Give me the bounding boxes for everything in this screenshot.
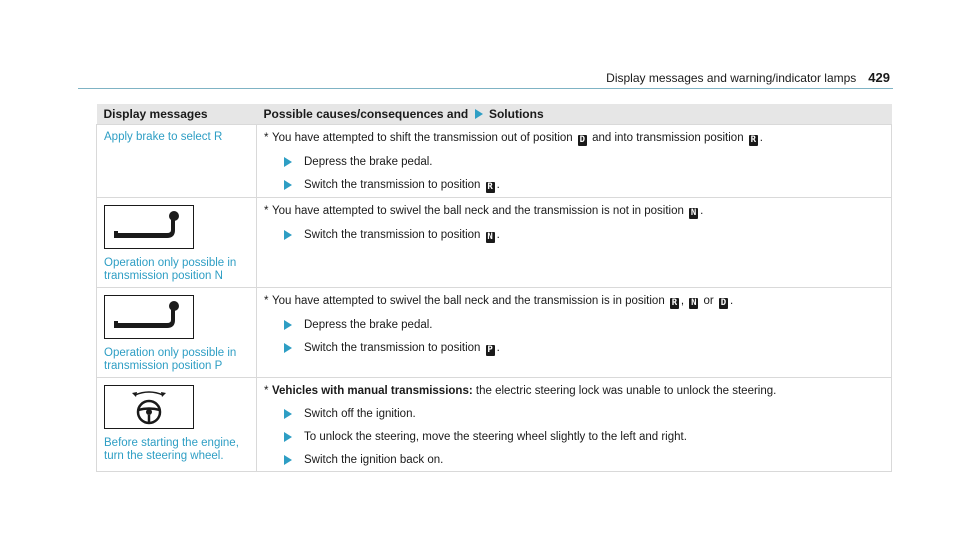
- step-arrow-icon: [284, 409, 292, 419]
- cause-suffix: .: [729, 295, 734, 307]
- solution-text: Depress the brake pedal.: [304, 319, 433, 331]
- cause-prefix: You have attempted to swivel the ball neck and the transmission is in position: [272, 295, 665, 307]
- cause-text: [272, 131, 763, 146]
- solution-text: Switch the ignition back on.: [304, 454, 444, 466]
- table-row: [97, 125, 892, 198]
- gear-key-n: N: [487, 232, 493, 242]
- solution-text-main: Switch the transmission to position: [304, 342, 481, 354]
- cause-marker: *: [264, 295, 269, 307]
- cause-marker: *: [264, 385, 269, 397]
- cause-suffix: .: [759, 132, 763, 144]
- cause-separator: or: [703, 295, 714, 307]
- step-arrow-icon: [284, 455, 292, 465]
- solution-step: [284, 430, 884, 444]
- solution-text-main: Switch the transmission to position: [304, 229, 481, 241]
- col-header-messages: Display messages: [97, 104, 257, 125]
- solution-step: [284, 407, 884, 421]
- cause-prefix: You have attempted to shift the transmission out of position: [272, 132, 573, 144]
- steering-wheel-lock-icon: [104, 385, 194, 429]
- solution-suffix: .: [496, 342, 500, 354]
- step-arrow-icon: [284, 320, 292, 330]
- step-arrow-icon: [284, 230, 292, 240]
- cause-middle: and into transmission position: [592, 132, 744, 144]
- cause-text: [272, 294, 733, 309]
- solutions-arrow-icon: [475, 109, 483, 119]
- display-message: Operation only possible in transmission position P: [104, 347, 237, 372]
- cause-cell: [257, 125, 892, 198]
- cause-suffix: .: [700, 205, 704, 217]
- message-cell: [97, 378, 257, 472]
- cause-text: [272, 204, 703, 219]
- step-arrow-icon: [284, 157, 292, 167]
- display-messages-table: [96, 104, 892, 472]
- solution-step: [284, 318, 884, 332]
- page-header: [606, 70, 890, 85]
- solution-text: Switch off the ignition.: [304, 408, 416, 420]
- col-header-solutions-text: Solutions: [488, 107, 544, 121]
- solution-step: [284, 228, 884, 243]
- page-title: Display messages and warning/indicator lamps: [606, 71, 857, 85]
- message-cell: [97, 125, 257, 198]
- solution-step: [284, 178, 884, 193]
- cause-marker: *: [264, 132, 269, 144]
- table-row: [97, 378, 892, 472]
- cause-cell: [257, 198, 892, 288]
- gear-key-p: P: [487, 345, 493, 355]
- solution-text: To unlock the steering, move the steering wheel slightly to the left and right.: [304, 431, 687, 443]
- solution-step: [284, 453, 884, 467]
- solution-text-main: Switch the transmission to position: [304, 179, 481, 191]
- col-header-causes-text: Possible causes/consequences and: [263, 107, 469, 121]
- solution-text: Depress the brake pedal.: [304, 156, 433, 168]
- table-row: [97, 288, 892, 378]
- header-rule: [78, 88, 893, 89]
- cause: [264, 131, 884, 146]
- cause-text: [272, 384, 776, 398]
- display-message: Operation only possible in transmission position N: [104, 257, 237, 282]
- cause: [264, 204, 884, 219]
- solution-step: [284, 341, 884, 356]
- cause: [264, 294, 884, 309]
- solution-text: [304, 178, 500, 193]
- step-arrow-icon: [284, 180, 292, 190]
- gear-key-d: D: [579, 135, 586, 145]
- table-header-row: [97, 104, 892, 125]
- message-cell: [97, 288, 257, 378]
- trailer-hitch-icon: [104, 295, 194, 339]
- gear-key-r: R: [487, 182, 493, 192]
- gear-key-d: D: [720, 298, 727, 308]
- cause-bold: Vehicles with manual transmissions:: [272, 385, 473, 397]
- solution-suffix: .: [496, 179, 500, 191]
- cause-marker: *: [264, 205, 269, 217]
- col-header-causes: [257, 104, 892, 125]
- step-arrow-icon: [284, 343, 292, 353]
- table-row: [97, 198, 892, 288]
- trailer-hitch-icon: [104, 205, 194, 249]
- cause-rest: the electric steering lock was unable to unlock the steering.: [475, 385, 777, 397]
- solution-text: [304, 228, 500, 243]
- gear-key-r: R: [671, 298, 678, 308]
- message-cell: [97, 198, 257, 288]
- cause-prefix: You have attempted to swivel the ball neck and the transmission is not in position: [272, 205, 684, 217]
- cause: [264, 384, 884, 398]
- step-arrow-icon: [284, 432, 292, 442]
- gear-key-n: N: [690, 208, 697, 218]
- display-message: Apply brake to select R: [104, 131, 223, 143]
- solution-text: [304, 341, 500, 356]
- solution-step: [284, 155, 884, 169]
- cause-cell: [257, 288, 892, 378]
- display-message: Before starting the engine, turn the steering wheel.: [104, 437, 239, 462]
- cause-cell: [257, 378, 892, 472]
- gear-key-r: R: [750, 135, 756, 145]
- page-number: 429: [868, 70, 890, 85]
- solution-suffix: .: [496, 229, 500, 241]
- cause-separator: ,: [680, 295, 685, 307]
- gear-key-n: N: [691, 298, 697, 308]
